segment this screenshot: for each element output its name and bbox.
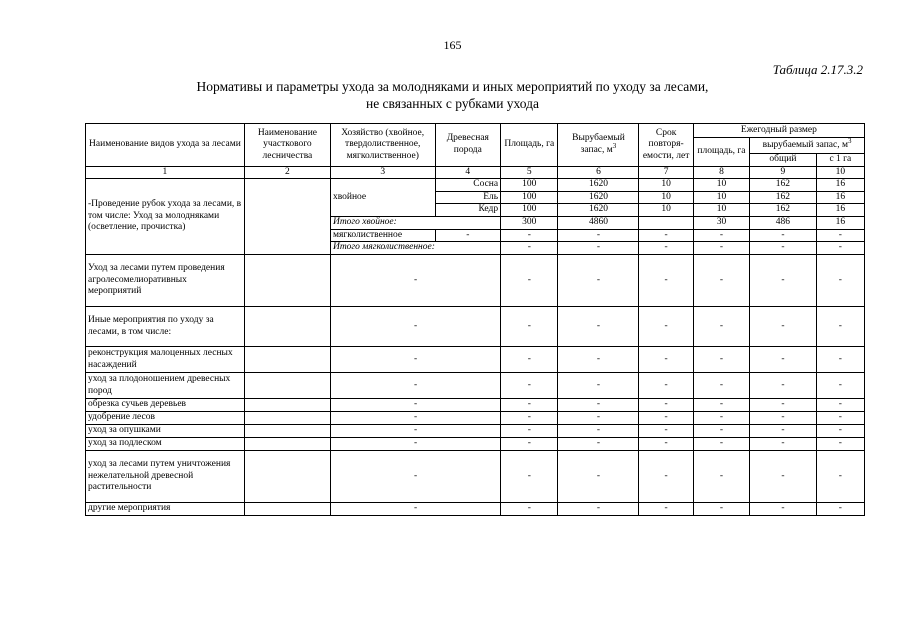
row-farm: - xyxy=(330,307,500,347)
annual-total-cell: - xyxy=(750,425,817,438)
period-cell: - xyxy=(639,242,693,255)
row-farm: - xyxy=(330,438,500,451)
row-name: Иные мероприятия по уходу за лесами, в том числе: xyxy=(86,307,245,347)
period-cell xyxy=(639,216,693,229)
row-name: реконструкция малоценных лесных насаждений xyxy=(86,347,245,373)
col-number: 7 xyxy=(639,166,693,179)
table-row xyxy=(86,347,865,373)
annual-area-cell: 10 xyxy=(693,191,749,204)
row-district xyxy=(244,347,330,373)
period-cell: - xyxy=(639,503,693,516)
header-period: Срок повторя-емости, лет xyxy=(639,124,693,167)
per-ha-cell: 16 xyxy=(816,179,864,192)
table-title xyxy=(0,78,905,112)
annual-total-cell: - xyxy=(750,412,817,425)
col-number: 2 xyxy=(244,166,330,179)
row-farm: - xyxy=(330,373,500,399)
thinning-name: -Проведение рубок ухода за лесами, в том числе: Уход за молодняками (осветление, прочистка) xyxy=(86,179,245,255)
annual-area-cell: - xyxy=(693,255,749,307)
row-name: уход за лесами путем уничтожения нежелательной древесной растительности xyxy=(86,451,245,503)
row-farm: - xyxy=(330,425,500,438)
row-name: уход за опушками xyxy=(86,425,245,438)
period-cell: - xyxy=(639,451,693,503)
col-number: 10 xyxy=(816,166,864,179)
table-label: Таблица 2.17.3.2 xyxy=(772,62,863,77)
annual-total-cell: - xyxy=(750,307,817,347)
row-name: удобрение лесов xyxy=(86,412,245,425)
header-cut-volume-sup: 3 xyxy=(612,141,617,150)
annual-total-cell: 162 xyxy=(750,204,817,217)
area-cell: 300 xyxy=(501,216,558,229)
species-cell: Ель xyxy=(435,191,501,204)
area-cell: 100 xyxy=(501,191,558,204)
annual-area-cell: 30 xyxy=(693,216,749,229)
annual-total-cell: 162 xyxy=(750,191,817,204)
period-cell: - xyxy=(639,438,693,451)
area-cell: - xyxy=(501,307,558,347)
col-number: 4 xyxy=(435,166,501,179)
volume-cell: - xyxy=(558,242,639,255)
per-ha-cell: - xyxy=(816,438,864,451)
header-annual-area: площадь, га xyxy=(693,138,749,167)
volume-cell: 1620 xyxy=(558,204,639,217)
row-district xyxy=(244,425,330,438)
col-number: 8 xyxy=(693,166,749,179)
col-number: 9 xyxy=(750,166,817,179)
per-ha-cell: - xyxy=(816,229,864,242)
row-name: другие мероприятия xyxy=(86,503,245,516)
species-cell: - xyxy=(435,229,501,242)
col-number: 5 xyxy=(501,166,558,179)
per-ha-cell: - xyxy=(816,399,864,412)
volume-cell: - xyxy=(558,399,639,412)
conifer-total-label: Итого хвойное: xyxy=(330,216,500,229)
row-district xyxy=(244,307,330,347)
annual-total-cell: 486 xyxy=(750,216,817,229)
area-cell: - xyxy=(501,425,558,438)
volume-cell: - xyxy=(558,347,639,373)
per-ha-cell: - xyxy=(816,503,864,516)
area-cell: - xyxy=(501,347,558,373)
row-name: уход за подлеском xyxy=(86,438,245,451)
volume-cell: 1620 xyxy=(558,179,639,192)
period-cell: - xyxy=(639,399,693,412)
annual-total-cell: - xyxy=(750,347,817,373)
per-ha-cell: - xyxy=(816,347,864,373)
row-district xyxy=(244,373,330,399)
volume-cell: - xyxy=(558,373,639,399)
annual-total-cell: - xyxy=(750,373,817,399)
period-cell: 10 xyxy=(639,204,693,217)
area-cell: - xyxy=(501,242,558,255)
table-row xyxy=(86,503,865,516)
annual-area-cell: - xyxy=(693,347,749,373)
volume-cell: - xyxy=(558,229,639,242)
forest-care-table xyxy=(85,123,865,516)
period-cell: - xyxy=(639,229,693,242)
period-cell: - xyxy=(639,307,693,347)
header-area: Площадь, га xyxy=(501,124,558,167)
annual-area-cell: - xyxy=(693,242,749,255)
row-district xyxy=(244,503,330,516)
species-cell: Сосна xyxy=(435,179,501,192)
table-row xyxy=(86,451,865,503)
volume-cell: 4860 xyxy=(558,216,639,229)
per-ha-cell: - xyxy=(816,242,864,255)
annual-total-cell: - xyxy=(750,255,817,307)
period-cell: - xyxy=(639,412,693,425)
period-cell: - xyxy=(639,425,693,438)
annual-area-cell: - xyxy=(693,438,749,451)
per-ha-cell: - xyxy=(816,373,864,399)
col-number: 6 xyxy=(558,166,639,179)
per-ha-cell: 16 xyxy=(816,204,864,217)
col-number: 3 xyxy=(330,166,435,179)
annual-total-cell: 162 xyxy=(750,179,817,192)
area-cell: 100 xyxy=(501,179,558,192)
softwood-total-label: Итого мягколиственное: xyxy=(330,242,500,255)
volume-cell: - xyxy=(558,438,639,451)
period-cell: - xyxy=(639,347,693,373)
row-farm: - xyxy=(330,399,500,412)
volume-cell: 1620 xyxy=(558,191,639,204)
volume-cell: - xyxy=(558,307,639,347)
area-cell: - xyxy=(501,412,558,425)
header-annual-volume-sup: 3 xyxy=(848,137,852,145)
period-cell: 10 xyxy=(639,191,693,204)
annual-area-cell: - xyxy=(693,425,749,438)
area-cell: - xyxy=(501,373,558,399)
row-district xyxy=(244,399,330,412)
volume-cell: - xyxy=(558,451,639,503)
per-ha-cell: - xyxy=(816,255,864,307)
area-cell: - xyxy=(501,451,558,503)
area-cell: - xyxy=(501,229,558,242)
annual-area-cell: - xyxy=(693,412,749,425)
per-ha-cell: - xyxy=(816,412,864,425)
annual-area-cell: - xyxy=(693,451,749,503)
annual-total-cell: - xyxy=(750,229,817,242)
annual-area-cell: - xyxy=(693,503,749,516)
per-ha-cell: 16 xyxy=(816,216,864,229)
annual-total-cell: - xyxy=(750,451,817,503)
row-district xyxy=(244,412,330,425)
area-cell: - xyxy=(501,399,558,412)
header-per-ha: с 1 га xyxy=(816,154,864,167)
row-name: обрезка сучьев деревьев xyxy=(86,399,245,412)
header-district: Наименование участкового лесничества xyxy=(244,124,330,167)
page-number: 165 xyxy=(443,38,462,52)
table-row xyxy=(86,255,865,307)
thinning-district xyxy=(244,179,330,255)
table-row xyxy=(86,438,865,451)
per-ha-cell: - xyxy=(816,307,864,347)
header-species: Древесная порода xyxy=(435,124,501,167)
row-farm: - xyxy=(330,347,500,373)
period-cell: - xyxy=(639,373,693,399)
annual-total-cell: - xyxy=(750,399,817,412)
area-cell: - xyxy=(501,503,558,516)
col-number: 1 xyxy=(86,166,245,179)
area-cell: - xyxy=(501,438,558,451)
volume-cell: - xyxy=(558,503,639,516)
header-total: общий xyxy=(750,154,817,167)
header-cut-volume xyxy=(558,124,639,167)
period-cell: 10 xyxy=(639,179,693,192)
row-farm: - xyxy=(330,503,500,516)
volume-cell: - xyxy=(558,412,639,425)
volume-cell: - xyxy=(558,425,639,438)
row-name: Уход за лесами путем проведения агролесомелиоративных мероприятий xyxy=(86,255,245,307)
annual-area-cell: 10 xyxy=(693,179,749,192)
period-cell: - xyxy=(639,255,693,307)
annual-area-cell: - xyxy=(693,373,749,399)
header-care-type: Наименование видов ухода за лесами xyxy=(86,124,245,167)
header-annual-volume xyxy=(750,138,865,154)
annual-area-cell: - xyxy=(693,399,749,412)
annual-total-cell: - xyxy=(750,503,817,516)
table-row xyxy=(86,399,865,412)
annual-area-cell: - xyxy=(693,307,749,347)
row-farm: - xyxy=(330,451,500,503)
row-farm: - xyxy=(330,255,500,307)
header-cut-volume-text: Вырубаемый запас, м xyxy=(572,133,625,155)
row-district xyxy=(244,451,330,503)
annual-area-cell: - xyxy=(693,229,749,242)
area-cell: 100 xyxy=(501,204,558,217)
table-row xyxy=(86,425,865,438)
title-line-1: Нормативы и параметры ухода за молодняками и иных мероприятий по уходу за лесами, xyxy=(196,79,709,94)
row-district xyxy=(244,255,330,307)
table-row xyxy=(86,412,865,425)
header-farm: Хозяйство (хвойное, твердолиственное, мягколиственное) xyxy=(330,124,435,167)
per-ha-cell: - xyxy=(816,425,864,438)
annual-total-cell: - xyxy=(750,242,817,255)
softwood-farm: мягколиственное xyxy=(330,229,435,242)
per-ha-cell: - xyxy=(816,451,864,503)
header-annual: Ежегодный размер xyxy=(693,124,864,138)
annual-total-cell: - xyxy=(750,438,817,451)
header-annual-volume-text: вырубаемый запас, м xyxy=(762,139,848,150)
row-district xyxy=(244,438,330,451)
thinning-farm-conifer: хвойное xyxy=(330,179,435,217)
per-ha-cell: 16 xyxy=(816,191,864,204)
area-cell: - xyxy=(501,255,558,307)
title-line-2: не связанных с рубками ухода xyxy=(365,96,540,111)
row-name: уход за плодоношением древесных пород xyxy=(86,373,245,399)
species-cell: Кедр xyxy=(435,204,501,217)
volume-cell: - xyxy=(558,255,639,307)
annual-area-cell: 10 xyxy=(693,204,749,217)
table-row xyxy=(86,307,865,347)
row-farm: - xyxy=(330,412,500,425)
table-row xyxy=(86,373,865,399)
